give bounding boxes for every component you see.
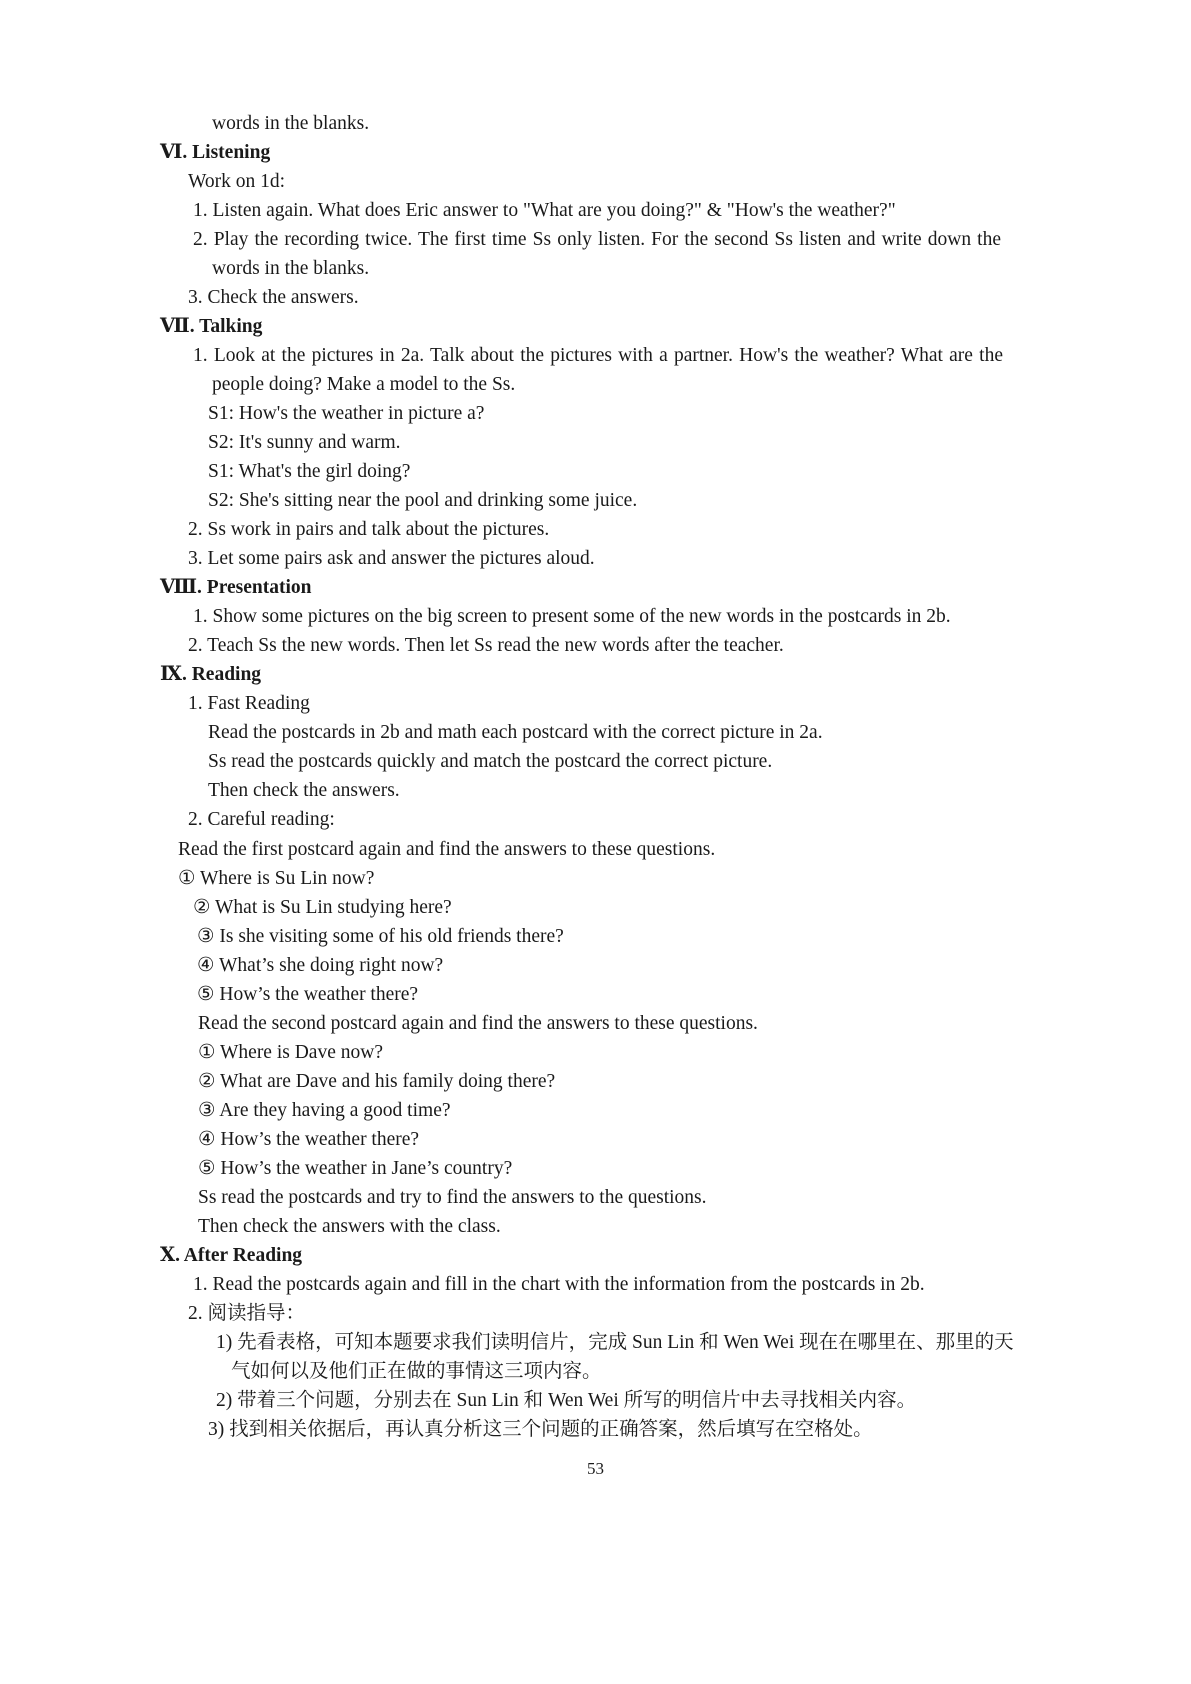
- reading-line: 1. Fast Reading: [188, 693, 310, 714]
- question-item: ③ Are they having a good time?: [198, 1100, 451, 1121]
- guidance-step: 1) 先看表格，可知本题要求我们读明信片，完成 Sun Lin 和 Wen Wei 现在在哪里在、那里的天: [216, 1332, 1014, 1353]
- presentation-line: 2. Teach Ss the new words. Then let Ss read the new words after the teacher.: [188, 635, 784, 656]
- reading-line: Then check the answers with the class.: [198, 1216, 501, 1237]
- guidance-step: 2) 带着三个问题，分别去在 Sun Lin 和 Wen Wei 所写的明信片中去寻找相关内容。: [216, 1390, 917, 1411]
- dialogue-line: S2: She's sitting near the pool and drinking some juice.: [208, 490, 638, 511]
- dialogue-line: S2: It's sunny and warm.: [208, 432, 401, 453]
- question-item: ③ Is she visiting some of his old friends there?: [197, 926, 564, 947]
- talking-line: people doing? Make a model to the Ss.: [212, 374, 516, 395]
- page-number: 53: [587, 1459, 604, 1478]
- presentation-line: 1. Show some pictures on the big screen to present some of the new words in the postcards in 2b.: [193, 606, 951, 627]
- section-heading-listening: Ⅵ. Listening: [160, 142, 271, 163]
- reading-line: Ss read the postcards and try to find the answers to the questions.: [198, 1187, 707, 1208]
- listening-item: 2. Play the recording twice. The first time Ss only listen. For the second Ss listen and write down the: [193, 229, 1001, 250]
- section-heading-talking: Ⅶ. Talking: [160, 316, 263, 337]
- carryover-line: words in the blanks.: [212, 113, 370, 134]
- reading-instruction: Read the first postcard again and find the answers to these questions.: [178, 839, 716, 860]
- question-item: ① Where is Su Lin now?: [178, 868, 375, 889]
- listening-intro: Work on 1d:: [188, 171, 286, 192]
- dialogue-line: S1: How's the weather in picture a?: [208, 403, 485, 424]
- question-item: ⑤ How’s the weather there?: [197, 984, 419, 1005]
- reading-line: Ss read the postcards quickly and match the postcard the correct picture.: [208, 751, 773, 772]
- question-item: ④ How’s the weather there?: [198, 1129, 420, 1150]
- dialogue-line: S1: What's the girl doing?: [208, 461, 411, 482]
- question-item: ② What are Dave and his family doing there?: [198, 1071, 556, 1092]
- after-reading-line: 2. 阅读指导：: [188, 1303, 306, 1324]
- reading-line: Then check the answers.: [208, 780, 400, 801]
- reading-instruction: Read the second postcard again and find the answers to these questions.: [198, 1013, 758, 1034]
- guidance-step-continuation: 气如何以及他们正在做的事情这三项内容。: [231, 1361, 602, 1382]
- question-item: ⑤ How’s the weather in Jane’s country?: [198, 1158, 513, 1179]
- talking-line: 3. Let some pairs ask and answer the pictures aloud.: [188, 548, 595, 569]
- guidance-step: 3) 找到相关依据后，再认真分析这三个问题的正确答案，然后填写在空格处。: [208, 1419, 873, 1440]
- question-item: ④ What’s she doing right now?: [197, 955, 444, 976]
- section-heading-after-reading: Ⅹ. After Reading: [160, 1245, 303, 1266]
- after-reading-line: 1. Read the postcards again and fill in the chart with the information from the postcards in 2b.: [193, 1274, 925, 1295]
- listening-item-continuation: words in the blanks.: [212, 258, 370, 279]
- reading-line: Read the postcards in 2b and math each postcard with the correct picture in 2a.: [208, 722, 823, 743]
- talking-line: 2. Ss work in pairs and talk about the pictures.: [188, 519, 550, 540]
- question-item: ② What is Su Lin studying here?: [193, 897, 452, 918]
- question-item: ① Where is Dave now?: [198, 1042, 383, 1063]
- section-heading-reading: Ⅸ. Reading: [160, 664, 262, 685]
- section-heading-presentation: Ⅷ. Presentation: [160, 577, 312, 598]
- listening-item: 3. Check the answers.: [188, 287, 359, 308]
- talking-line: 1. Look at the pictures in 2a. Talk about the pictures with a partner. How's the weather? What are the: [193, 345, 1003, 366]
- listening-item: 1. Listen again. What does Eric answer to "What are you doing?" & "How's the weather?": [193, 200, 896, 221]
- reading-line: 2. Careful reading:: [188, 809, 335, 830]
